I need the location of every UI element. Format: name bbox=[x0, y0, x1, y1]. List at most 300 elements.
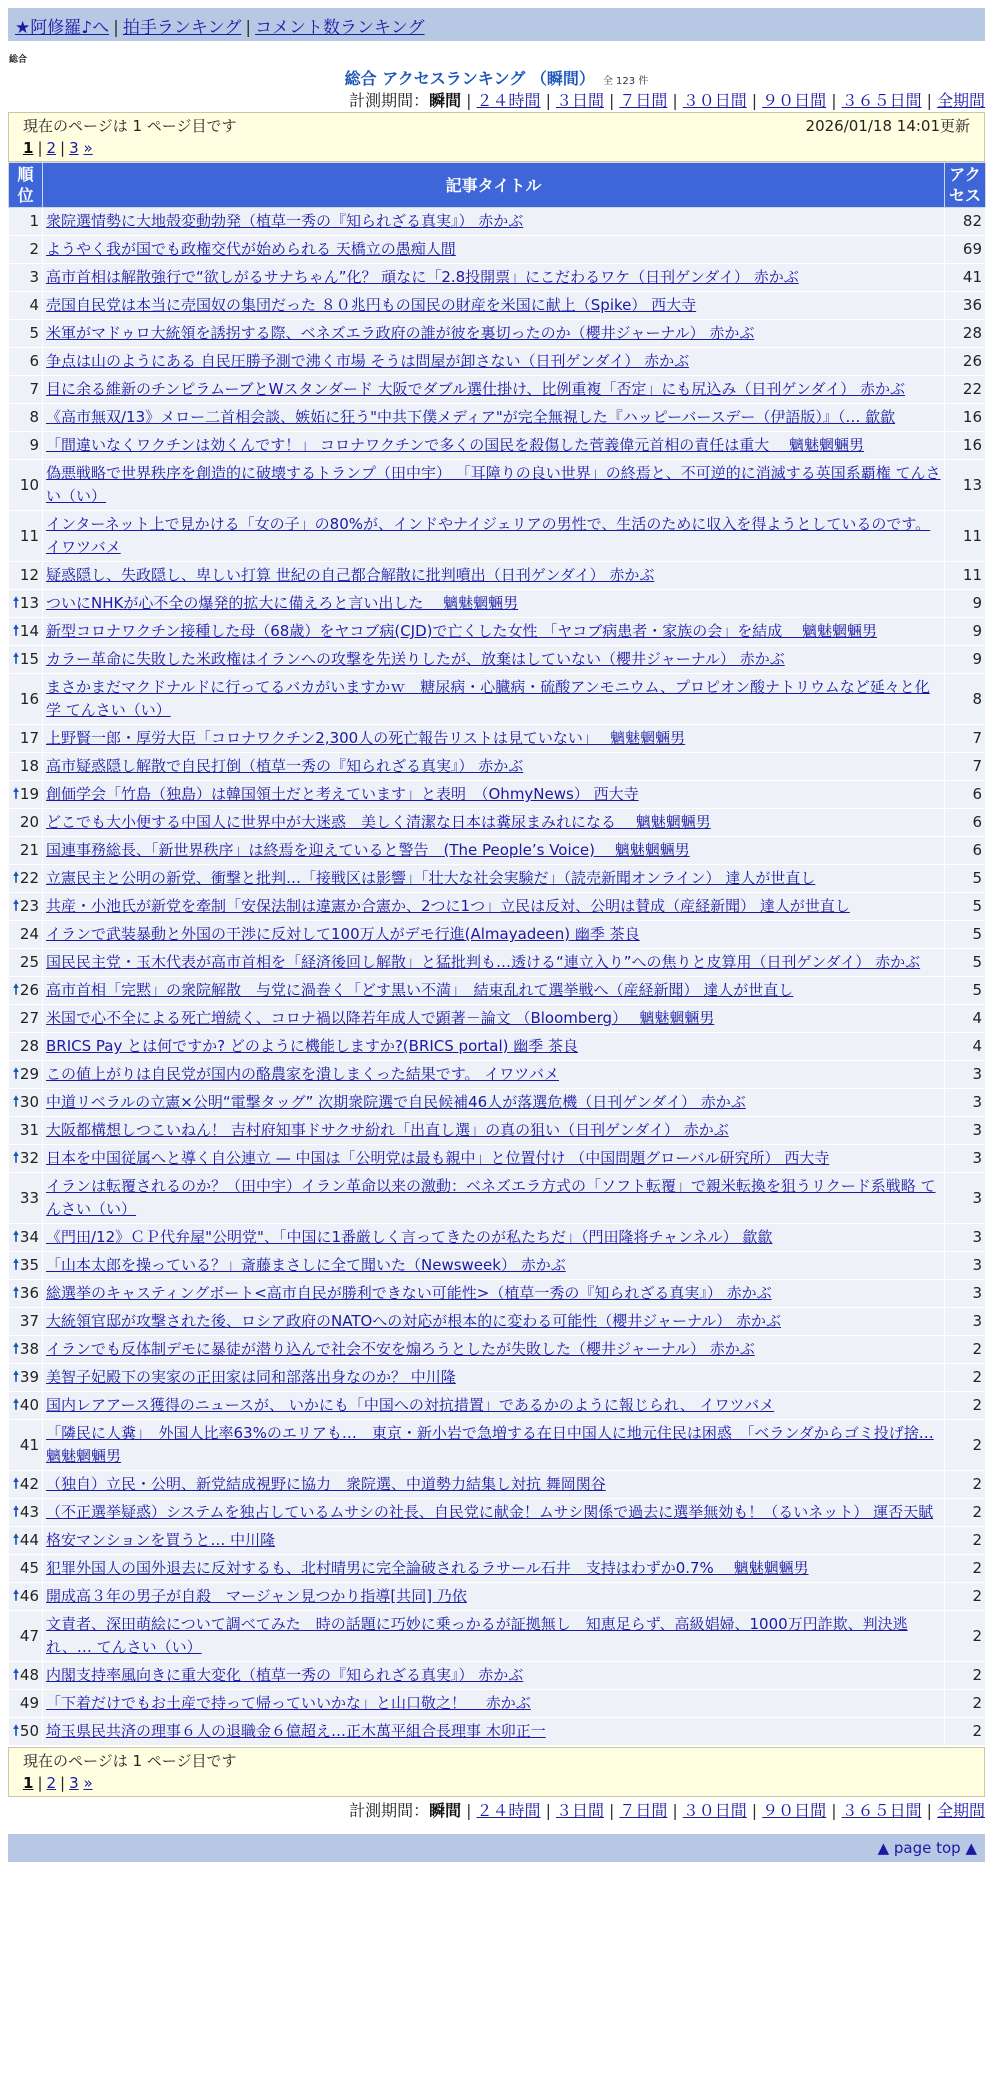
rank-number: 2 bbox=[29, 240, 39, 258]
access-count: 28 bbox=[945, 320, 986, 348]
article-link[interactable]: 米国で心不全による死亡増続く、コロナ禍以降若年成人で顕著－論文 （Bloomberg） 魑魅魍魎男 bbox=[46, 1009, 715, 1027]
article-link[interactable]: 共産・小池氏が新党を牽制「安保法制は違憲か合憲か、2つに1つ」立民は反対、公明は賛成（産経新聞） 達人が世直し bbox=[46, 897, 850, 915]
header-access: アクセス bbox=[945, 163, 986, 208]
rank-cell bbox=[9, 921, 43, 949]
period-link[interactable]: ３日間 bbox=[555, 91, 604, 110]
rank-cell bbox=[9, 562, 43, 590]
title-cell bbox=[43, 348, 945, 376]
table-row bbox=[9, 1555, 986, 1583]
rank-cell bbox=[9, 753, 43, 781]
rank-number: 40 bbox=[19, 1396, 39, 1414]
article-link[interactable]: ようやく我が国でも政権交代が始められる 天橋立の愚痴人間 bbox=[46, 240, 456, 258]
table-row bbox=[9, 1662, 986, 1690]
ranking-table bbox=[8, 162, 986, 1746]
period-link[interactable]: ３６５日間 bbox=[841, 1801, 922, 1820]
title-cell bbox=[43, 1005, 945, 1033]
title-cell bbox=[43, 264, 945, 292]
table-row bbox=[9, 1145, 986, 1173]
title-cell bbox=[43, 1173, 945, 1224]
rank-cell bbox=[9, 893, 43, 921]
access-count: 3 bbox=[945, 1117, 986, 1145]
nav-link-clap-ranking[interactable]: 拍手ランキング bbox=[122, 18, 242, 38]
rank-number: 26 bbox=[19, 981, 39, 999]
rank-number: 31 bbox=[19, 1121, 39, 1139]
rank-cell bbox=[9, 320, 43, 348]
title-cell bbox=[43, 208, 945, 236]
table-row bbox=[9, 511, 986, 562]
article-link[interactable]: 争点は山のようにある 自民圧勝予測で沸く市場 そうは問屋が卸さない（日刊ゲンダイ） 赤かぶ bbox=[46, 352, 690, 370]
title-cell bbox=[43, 1499, 945, 1527]
table-row bbox=[9, 460, 986, 511]
rank-number: 27 bbox=[19, 1009, 39, 1027]
period-link[interactable]: ２４時間 bbox=[476, 91, 541, 110]
page-current: 1 bbox=[23, 1774, 34, 1792]
article-link[interactable]: 「下着だけでもお土産で持って帰っていいかな」と山口敬之！ 赤かぶ bbox=[46, 1694, 531, 1712]
rank-number: 20 bbox=[19, 813, 39, 831]
table-row bbox=[9, 1583, 986, 1611]
table-row bbox=[9, 809, 986, 837]
rank-number: 45 bbox=[19, 1559, 39, 1577]
access-count: 3 bbox=[945, 1252, 986, 1280]
table-row bbox=[9, 404, 986, 432]
rank-up-arrow-icon: 🠕 bbox=[13, 1066, 20, 1082]
rank-number: 11 bbox=[19, 526, 39, 545]
table-row bbox=[9, 949, 986, 977]
rank-cell bbox=[9, 511, 43, 562]
page-top-link[interactable]: ▲ page top ▲ bbox=[877, 1839, 977, 1857]
rank-number: 8 bbox=[29, 408, 39, 426]
separator: | bbox=[466, 1801, 472, 1820]
article-link[interactable]: 衆院選情勢に大地殻変動勃発（植草一秀の『知られざる真実』） 赤かぶ bbox=[46, 212, 524, 230]
rank-up-arrow-icon: 🠕 bbox=[13, 1397, 20, 1413]
article-link[interactable]: 創価学会「竹島（独島）は韓国領土だと考えています」と表明 （OhmyNews） 西大寺 bbox=[46, 785, 639, 803]
article-link[interactable]: 文責者、深田萌絵について調べてみた 時の話題に巧妙に乗っかるが証拠無し 知恵足らず、高級娼婦、1000万円詐欺、判決逃れ、… てんさい（い） bbox=[46, 1615, 908, 1656]
rank-number: 32 bbox=[19, 1149, 39, 1167]
rank-number: 28 bbox=[19, 1037, 39, 1055]
table-row bbox=[9, 320, 986, 348]
article-link[interactable]: 国内レアアース獲得のニュースが、 いかにも「中国への対抗措置」であるかのように報じられ、 イワツバメ bbox=[46, 1396, 775, 1414]
current-page-text-bottom: 現在のページは 1 ページ目です bbox=[23, 1752, 237, 1770]
table-row bbox=[9, 236, 986, 264]
separator: | bbox=[751, 91, 758, 110]
period-current: 瞬間 bbox=[429, 91, 462, 110]
article-link[interactable]: インターネット上で見かける「女の子」の80%が、インドやナイジェリアの男性で、生活のために収入を得ようとしているのです。 イワツバメ bbox=[46, 515, 931, 556]
article-link[interactable]: 埼玉県民共済の理事６人の退職金６億超え…正木萬平組合長理事 木卯正一 bbox=[46, 1722, 546, 1740]
updated-timestamp: 2026/01/18 14:01更新 bbox=[805, 117, 970, 135]
period-link[interactable]: ９０日間 bbox=[762, 1801, 827, 1820]
page-next-link[interactable]: » bbox=[83, 1774, 93, 1792]
article-link[interactable]: （独自）立民・公明、新党結成視野に協力 衆院選、中道勢力結集し対抗 舞岡関谷 bbox=[46, 1475, 606, 1493]
period-link[interactable]: 全期間 bbox=[936, 1801, 985, 1820]
article-link[interactable]: イランで武装暴動と外国の干渉に反対して100万人がデモ行進(Almayadeen) 幽季 茶良 bbox=[46, 925, 640, 943]
table-row bbox=[9, 674, 986, 725]
article-link[interactable]: ついにNHKが心不全の爆発的拡大に備えろと言い出した 魑魅魍魎男 bbox=[46, 594, 519, 612]
access-count: 5 bbox=[945, 921, 986, 949]
article-link[interactable]: 高市疑惑隠し解散で自民打倒（植草一秀の『知られざる真実』） 赤かぶ bbox=[46, 757, 524, 775]
page-current: 1 bbox=[23, 139, 34, 157]
article-link[interactable]: 国民民主党・玉木代表が高市首相を「経済後回し解散」と猛批判も…透ける“連立入り”への焦りと皮算用（日刊ゲンダイ） 赤かぶ bbox=[46, 953, 921, 971]
title-cell bbox=[43, 562, 945, 590]
article-link[interactable]: 犯罪外国人の国外退去に反対するも、北村晴男に完全論破されるラサール石井 支持はわずか0.7% 魑魅魍魎男 bbox=[46, 1559, 809, 1577]
separator: | bbox=[672, 1801, 678, 1820]
separator: | bbox=[831, 91, 837, 110]
title-cell bbox=[43, 1308, 945, 1336]
rank-up-arrow-icon: 🠕 bbox=[13, 623, 20, 639]
article-link[interactable]: 「隣民に人糞」 外国人比率63%のエリアも… 東京・新小岩で急増する在日中国人に地元住民は困惑 「ベランダからゴミ投げ捨… 魑魅魍魎男 bbox=[46, 1424, 934, 1465]
rank-cell bbox=[9, 264, 43, 292]
table-row bbox=[9, 292, 986, 320]
status-box-top bbox=[8, 112, 985, 162]
article-link[interactable]: 《高市無双/13》メロー二首相会談、嫉妬に狂う"中共下僕メディア"が完全無視した『ハッピーバースデー（伊語版）』（… 歙歙 bbox=[46, 408, 896, 426]
rank-cell bbox=[9, 977, 43, 1005]
access-count: 3 bbox=[945, 1173, 986, 1224]
table-row bbox=[9, 618, 986, 646]
rank-cell bbox=[9, 781, 43, 809]
rank-cell bbox=[9, 1499, 43, 1527]
rank-cell bbox=[9, 1471, 43, 1499]
article-link[interactable]: （不正選挙疑惑）システムを独占しているムサシの社長、自民党に献金！ムサシ関係で過去に選挙無効も！（るいネット） 運否天賦 bbox=[46, 1503, 934, 1521]
access-count: 3 bbox=[945, 1280, 986, 1308]
title-cell bbox=[43, 837, 945, 865]
article-link[interactable]: 内閣支持率風向きに重大変化（植草一秀の『知られざる真実』） 赤かぶ bbox=[46, 1666, 524, 1684]
article-link[interactable]: どこでも大小便する中国人に世界中が大迷惑 美しく清潔な日本は糞尿まみれになる 魑魅魍魎男 bbox=[46, 813, 711, 831]
article-link[interactable]: 「山本太郎を操っている？」斎藤まさしに全て聞いた（Newsweek） 赤かぶ bbox=[46, 1256, 566, 1274]
article-link[interactable]: この値上がりは自民党が国内の酪農家を潰しまくった結果です。 イワツバメ bbox=[46, 1065, 559, 1083]
rank-cell bbox=[9, 809, 43, 837]
access-count: 5 bbox=[945, 977, 986, 1005]
rank-cell bbox=[9, 208, 43, 236]
rank-cell bbox=[9, 1252, 43, 1280]
title-cell bbox=[43, 1420, 945, 1471]
separator: | bbox=[37, 139, 43, 157]
period-link[interactable]: ３日間 bbox=[555, 1801, 604, 1820]
title-cell bbox=[43, 646, 945, 674]
title-cell bbox=[43, 753, 945, 781]
rank-number: 3 bbox=[29, 268, 39, 286]
rank-cell bbox=[9, 674, 43, 725]
page-link[interactable]: 2 bbox=[46, 139, 57, 157]
title-cell bbox=[43, 1690, 945, 1718]
access-count: 2 bbox=[945, 1336, 986, 1364]
table-row bbox=[9, 1611, 986, 1662]
pager-bottom bbox=[23, 1772, 970, 1794]
title-cell bbox=[43, 1145, 945, 1173]
rank-up-arrow-icon: 🠕 bbox=[13, 1257, 20, 1273]
table-row bbox=[9, 1117, 986, 1145]
rank-cell bbox=[9, 1005, 43, 1033]
article-link[interactable]: 日本を中国従属へと導く自公連立 — 中国は「公明党は最も親中」と位置付け （中国問題グローバル研究所） 西大寺 bbox=[46, 1149, 830, 1167]
rank-number: 17 bbox=[19, 729, 39, 747]
rank-cell bbox=[9, 1280, 43, 1308]
separator: | bbox=[672, 91, 678, 110]
title-cell bbox=[43, 781, 945, 809]
title-cell bbox=[43, 893, 945, 921]
article-link[interactable]: 総選挙のキャスティングボート<高市自民が勝利できない可能性>（植草一秀の『知られざる真実』） 赤かぶ bbox=[46, 1284, 772, 1302]
rank-number: 24 bbox=[19, 925, 39, 943]
rank-cell bbox=[9, 1308, 43, 1336]
table-row bbox=[9, 646, 986, 674]
separator: | bbox=[926, 1801, 932, 1820]
title-cell bbox=[43, 1392, 945, 1420]
rank-up-arrow-icon: 🠕 bbox=[13, 898, 20, 914]
article-link[interactable]: 格安マンションを買うと… 中川隆 bbox=[46, 1531, 276, 1549]
rank-number: 19 bbox=[19, 785, 39, 803]
rank-number: 29 bbox=[19, 1065, 39, 1083]
access-count: 5 bbox=[945, 865, 986, 893]
article-link[interactable]: BRICS Pay とは何ですか? どのように機能しますか?(BRICS portal) 幽季 茶良 bbox=[46, 1037, 579, 1055]
article-link[interactable]: 米軍がマドゥロ大統領を誘拐する際、ベネズエラ政府の誰が彼を裏切ったのか（櫻井ジャーナル） 赤かぶ bbox=[46, 324, 755, 342]
rank-number: 43 bbox=[19, 1503, 39, 1521]
access-count: 5 bbox=[945, 949, 986, 977]
access-count: 6 bbox=[945, 809, 986, 837]
rank-number: 38 bbox=[19, 1340, 39, 1358]
rank-up-arrow-icon: 🠕 bbox=[13, 1667, 20, 1683]
table-row bbox=[9, 837, 986, 865]
period-label: 計測期間： bbox=[349, 1801, 430, 1820]
table-row bbox=[9, 1718, 986, 1746]
table-row bbox=[9, 562, 986, 590]
rank-number: 34 bbox=[19, 1228, 39, 1246]
period-selector-bottom bbox=[8, 1800, 985, 1822]
separator: | bbox=[60, 139, 66, 157]
rank-number: 50 bbox=[19, 1722, 39, 1740]
access-count: 8 bbox=[945, 674, 986, 725]
rank-up-arrow-icon: 🠕 bbox=[13, 1285, 20, 1301]
rank-cell bbox=[9, 348, 43, 376]
title-cell bbox=[43, 618, 945, 646]
article-link[interactable]: 目に余る維新のチンピラムーブとWスタンダード 大阪でダブル選仕掛け、比例重複「否定」にも尻込み（日刊ゲンダイ） 赤かぶ bbox=[46, 380, 905, 398]
rank-number: 30 bbox=[19, 1093, 39, 1111]
rank-cell bbox=[9, 837, 43, 865]
rank-cell bbox=[9, 1527, 43, 1555]
total-count: 全 123 件 bbox=[602, 76, 649, 87]
rank-cell bbox=[9, 865, 43, 893]
rank-cell bbox=[9, 292, 43, 320]
page-link[interactable]: 3 bbox=[69, 1774, 79, 1792]
title-cell bbox=[43, 1224, 945, 1252]
category-label: 総合 bbox=[9, 55, 28, 65]
access-count: 11 bbox=[945, 562, 986, 590]
rank-up-arrow-icon: 🠕 bbox=[13, 1476, 20, 1492]
rank-cell bbox=[9, 949, 43, 977]
period-current: 瞬間 bbox=[429, 1801, 462, 1820]
rank-number: 18 bbox=[19, 757, 39, 775]
access-count: 6 bbox=[945, 781, 986, 809]
title-cell bbox=[43, 977, 945, 1005]
article-link[interactable]: 《門田/12》ＣＰ代弁屋"公明党"、「中国に1番厳しく言ってきたのが私たちだ」（門田隆将チャンネル） 歙歙 bbox=[46, 1228, 773, 1246]
status-box-bottom bbox=[8, 1747, 985, 1797]
rank-number: 39 bbox=[19, 1368, 39, 1386]
nav-link-comment-ranking[interactable]: コメント数ランキング bbox=[255, 18, 425, 38]
period-link[interactable]: ３０日間 bbox=[682, 1801, 747, 1820]
article-link[interactable]: 「間違いなくワクチンは効くんです！」 コロナワクチンで多くの国民を殺傷した菅義偉元首相の責任は重大 魑魅魍魎男 bbox=[46, 436, 865, 454]
title-cell bbox=[43, 865, 945, 893]
article-link[interactable]: 疑惑隠し、失政隠し、卑しい打算 世紀の自己都合解散に批判噴出（日刊ゲンダイ） 赤かぶ bbox=[46, 566, 655, 584]
access-count: 36 bbox=[945, 292, 986, 320]
rank-cell bbox=[9, 1555, 43, 1583]
title-cell bbox=[43, 1033, 945, 1061]
header-rank: 順位 bbox=[9, 163, 43, 208]
access-count: 3 bbox=[945, 1061, 986, 1089]
title-cell bbox=[43, 1336, 945, 1364]
article-link[interactable]: 売国自民党は本当に売国奴の集団だった ８０兆円もの国民の財産を米国に献上（Spike） 西大寺 bbox=[46, 296, 697, 314]
access-count: 2 bbox=[945, 1471, 986, 1499]
separator: | bbox=[751, 1801, 758, 1820]
table-row bbox=[9, 1061, 986, 1089]
table-row bbox=[9, 977, 986, 1005]
rank-number: 10 bbox=[19, 475, 39, 494]
title-cell bbox=[43, 809, 945, 837]
access-count: 2 bbox=[945, 1718, 986, 1746]
title-cell bbox=[43, 236, 945, 264]
period-link[interactable]: ３０日間 bbox=[682, 91, 747, 110]
title-cell bbox=[43, 1611, 945, 1662]
access-count: 2 bbox=[945, 1527, 986, 1555]
pager-top bbox=[23, 137, 970, 159]
period-link[interactable]: ３６５日間 bbox=[841, 91, 922, 110]
access-count: 22 bbox=[945, 376, 986, 404]
title-cell bbox=[43, 674, 945, 725]
rank-cell bbox=[9, 1392, 43, 1420]
current-page-text: 現在のページは 1 ページ目です bbox=[23, 117, 237, 135]
table-row bbox=[9, 1005, 986, 1033]
rank-cell bbox=[9, 1224, 43, 1252]
rank-number: 44 bbox=[19, 1531, 39, 1549]
table-row bbox=[9, 725, 986, 753]
access-count: 7 bbox=[945, 725, 986, 753]
period-link[interactable]: ７日間 bbox=[619, 1801, 668, 1820]
article-link[interactable]: まさかまだマクドナルドに行ってるバカがいますかｗ 糖尿病・心臓病・硫酸アンモニウム、プロピオン酸ナトリウムなど延々と化学 てんさい（い） bbox=[46, 678, 930, 719]
rank-up-arrow-icon: 🠕 bbox=[13, 1723, 20, 1739]
title-cell bbox=[43, 432, 945, 460]
rank-cell bbox=[9, 1364, 43, 1392]
access-count: 2 bbox=[945, 1364, 986, 1392]
article-link[interactable]: 国連事務総長、「新世界秩序」は終焉を迎えていると警告 (The People’s Voice) 魑魅魍魎男 bbox=[46, 841, 690, 859]
rank-up-arrow-icon: 🠕 bbox=[13, 595, 20, 611]
access-count: 41 bbox=[945, 264, 986, 292]
period-link[interactable]: 全期間 bbox=[936, 91, 985, 110]
page-next-link[interactable]: » bbox=[83, 139, 93, 157]
title-cell bbox=[43, 1471, 945, 1499]
rank-cell bbox=[9, 1336, 43, 1364]
title-cell bbox=[43, 921, 945, 949]
title-cell bbox=[43, 725, 945, 753]
rank-cell bbox=[9, 1033, 43, 1061]
page-link[interactable]: 3 bbox=[69, 139, 79, 157]
footer-bar bbox=[8, 1834, 985, 1862]
article-link[interactable]: イランは転覆されるのか？（田中宇）イラン革命以来の激動：ベネズエラ方式の「ソフト転覆」で親米転換を狙うリクード系戦略 てんさい（い） bbox=[46, 1177, 936, 1218]
article-link[interactable]: 開成高３年の男子が自殺 マージャン見つかり指導[共同] 乃依 bbox=[46, 1587, 467, 1605]
period-link[interactable]: ９０日間 bbox=[762, 91, 827, 110]
separator: | bbox=[926, 91, 932, 110]
article-link[interactable]: 立憲民主と公明の新党、衝撃と批判…「接戦区は影響」「壮大な社会実験だ」（読売新聞オンライン） 達人が世直し bbox=[46, 869, 816, 887]
title-cell bbox=[43, 1555, 945, 1583]
rank-up-arrow-icon: 🠕 bbox=[13, 786, 20, 802]
period-label: 計測期間： bbox=[349, 91, 430, 110]
rank-cell bbox=[9, 590, 43, 618]
table-row bbox=[9, 1471, 986, 1499]
header-title: 記事タイトル bbox=[43, 163, 945, 208]
access-count: 6 bbox=[945, 837, 986, 865]
rank-cell bbox=[9, 1662, 43, 1690]
rank-number: 47 bbox=[19, 1626, 39, 1645]
title-cell bbox=[43, 404, 945, 432]
access-count: 2 bbox=[945, 1611, 986, 1662]
title-cell bbox=[43, 1280, 945, 1308]
rank-cell bbox=[9, 725, 43, 753]
article-link[interactable]: イランでも反体制デモに暴徒が潜り込んで社会不安を煽ろうとしたが失敗した（櫻井ジャーナル） 赤かぶ bbox=[46, 1340, 755, 1358]
access-count: 4 bbox=[945, 1033, 986, 1061]
table-row bbox=[9, 1336, 986, 1364]
title-cell bbox=[43, 511, 945, 562]
rank-cell bbox=[9, 376, 43, 404]
rank-number: 35 bbox=[19, 1256, 39, 1274]
access-count: 2 bbox=[945, 1690, 986, 1718]
rank-number: 33 bbox=[19, 1188, 39, 1207]
rank-up-arrow-icon: 🠕 bbox=[13, 1150, 20, 1166]
article-link[interactable]: 偽悪戦略で世界秩序を創造的に破壊するトランプ（田中宇） 「耳障りの良い世界」の終焉と、不可逆的に消滅する英国系覇権 てんさい（い） bbox=[46, 464, 941, 505]
access-count: 3 bbox=[945, 1224, 986, 1252]
access-count: 2 bbox=[945, 1499, 986, 1527]
page-link[interactable]: 2 bbox=[46, 1774, 57, 1792]
title-cell bbox=[43, 1061, 945, 1089]
title-cell bbox=[43, 320, 945, 348]
rank-number: 7 bbox=[29, 380, 39, 398]
title-cell bbox=[43, 949, 945, 977]
article-link[interactable]: 中道リベラルの立憲×公明“電撃タッグ” 次期衆院選で自民候補46人が落選危機（日刊ゲンダイ） 赤かぶ bbox=[46, 1093, 746, 1111]
rank-number: 16 bbox=[19, 689, 39, 708]
separator: | bbox=[831, 1801, 837, 1820]
table-row bbox=[9, 376, 986, 404]
rank-number: 13 bbox=[19, 594, 39, 612]
top-nav: ★阿修羅♪へ | 拍手ランキング | コメント数ランキング bbox=[8, 8, 985, 41]
table-row bbox=[9, 1089, 986, 1117]
rank-cell bbox=[9, 1173, 43, 1224]
nav-link-asyura[interactable]: ★阿修羅♪へ bbox=[15, 18, 110, 38]
rank-number: 5 bbox=[29, 324, 39, 342]
title-cell bbox=[43, 1662, 945, 1690]
table-row bbox=[9, 753, 986, 781]
table-row bbox=[9, 208, 986, 236]
access-count: 7 bbox=[945, 753, 986, 781]
table-row bbox=[9, 781, 986, 809]
article-link[interactable]: 高市首相「完黙」の衆院解散 与党に渦巻く「どす黒い不満」 結束乱れて選挙戦へ（産経新聞） 達人が世直し bbox=[46, 981, 794, 999]
title-cell bbox=[43, 1527, 945, 1555]
access-count: 16 bbox=[945, 432, 986, 460]
article-link[interactable]: 大統領官邸が攻撃された後、ロシア政府のNATOへの対応が根本的に変わる可能性（櫻井ジャーナル） 赤かぶ bbox=[46, 1312, 782, 1330]
article-link[interactable]: 美智子妃殿下の実家の正田家は同和部落出身なのか？ 中川隆 bbox=[46, 1368, 456, 1386]
period-link[interactable]: ７日間 bbox=[619, 91, 668, 110]
access-count: 11 bbox=[945, 511, 986, 562]
table-row bbox=[9, 921, 986, 949]
rank-up-arrow-icon: 🠕 bbox=[13, 1504, 20, 1520]
access-count: 9 bbox=[945, 646, 986, 674]
article-link[interactable]: 大阪都構想しつこいねん！ 吉村府知事ドサクサ紛れ「出直し選」の真の狙い（日刊ゲンダイ） 赤かぶ bbox=[46, 1121, 729, 1139]
table-row bbox=[9, 865, 986, 893]
access-count: 13 bbox=[945, 460, 986, 511]
article-link[interactable]: カラー革命に失敗した米政権はイランへの攻撃を先送りしたが、放棄はしていない（櫻井ジャーナル） 赤かぶ bbox=[46, 650, 785, 668]
period-link[interactable]: ２４時間 bbox=[476, 1801, 541, 1820]
article-link[interactable]: 上野賢一郎・厚労大臣「コロナワクチン2,300人の死亡報告リストは見ていない」 魑魅魍魎男 bbox=[46, 729, 686, 747]
access-count: 3 bbox=[945, 1089, 986, 1117]
separator: | bbox=[60, 1774, 66, 1792]
article-link[interactable]: 新型コロナワクチン接種した母（68歳）をヤコブ病(CJD)で亡くした女性 「ヤコブ病患者・家族の会」を結成 魑魅魍魎男 bbox=[46, 622, 878, 640]
rank-up-arrow-icon: 🠕 bbox=[13, 982, 20, 998]
table-row bbox=[9, 1499, 986, 1527]
article-link[interactable]: 高市首相は解散強行で“欲しがるサナちゃん”化？ 頑なに「2.8投開票」にこだわるワケ（日刊ゲンダイ） 赤かぶ bbox=[46, 268, 799, 286]
rank-cell bbox=[9, 1061, 43, 1089]
table-row bbox=[9, 432, 986, 460]
